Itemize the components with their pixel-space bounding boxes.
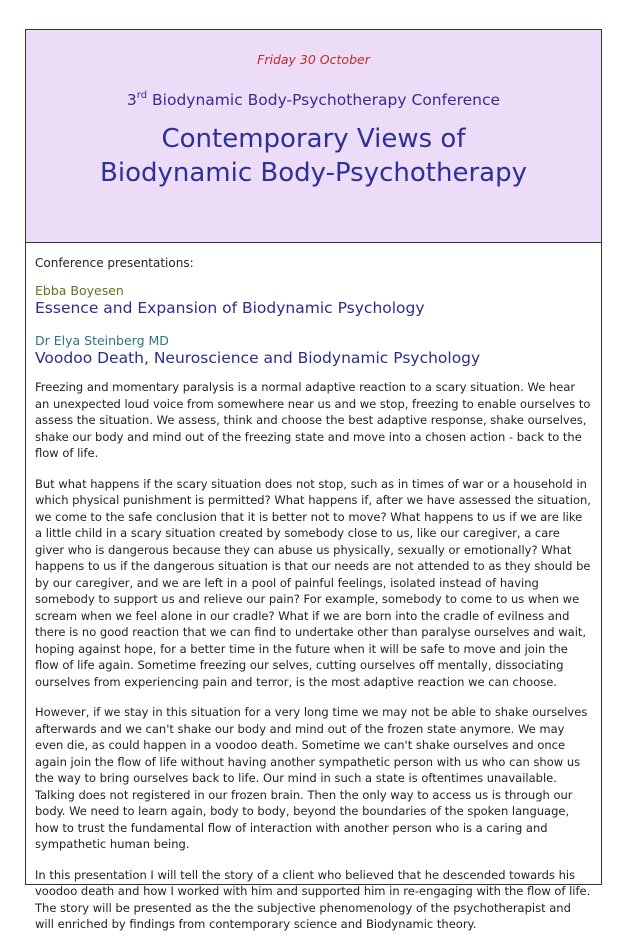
abstract-paragraph: Freezing and momentary paralysis is a normal adaptive reaction to a scary situation. We hear an unexpected loud voice from somewhere near us and we stop, freezing to enable ourselves to assess the situation. We assess, think and choose the best adaptive response, shake ourselves, shake our body and mind out of the freezing state and move into a chosen action - back to the flow of life. xyxy=(35,380,591,460)
conference-name-text: Biodynamic Body-Psychotherapy Conference xyxy=(152,91,501,110)
presentation-title: Voodoo Death, Neuroscience and Biodynamic Psychology xyxy=(35,349,481,367)
content-area xyxy=(35,253,591,944)
conference-name xyxy=(26,91,601,109)
presentation-title: Essence and Expansion of Biodynamic Psychology xyxy=(35,299,425,317)
speaker-name: Ebba Boyesen xyxy=(35,283,124,298)
page-frame xyxy=(25,29,602,931)
conference-header xyxy=(26,30,601,243)
abstract-paragraph: However, if we stay in this situation for a very long time we may not be able to shake ourselves afterwards and we can't shake our body and mind out of the frozen state anymore. We may even die, as could happen in a voodoo death. Sometime we can't shake ourselves and once again join the flow of life without having another sympathetic person with us who can show us the way to bring ourselves back to life. Our mind in such a state is oftentimes unavailable. Talking does not registered in our frozen brain. Then the only way to access us is through our body. We need to learn again, body to body, beyond the boundaries of the spoken language, how to trust the fundamental flow of interaction with another person who is a caring and sympathetic human being. xyxy=(35,705,588,851)
page-title xyxy=(26,122,601,190)
speaker-name: Dr Elya Steinberg MD xyxy=(35,333,169,348)
section-label: Conference presentations: xyxy=(35,256,194,270)
abstract-paragraph: In this presentation I will tell the story of a client who believed that he descended towards his voodoo death and how I worked with him and supported him in re-engaging with the flow of life. The story will be presented as the the subjective phenomenology of the psychotherapist and will enriched by findings from contemporary science and Biodynamic theory. xyxy=(35,867,591,931)
conference-ordinal-number: 3 xyxy=(126,91,137,110)
title-line-1: Contemporary Views of xyxy=(161,124,466,154)
conference-date: Friday 30 October xyxy=(257,52,370,67)
title-line-2: Biodynamic Body-Psychotherapy xyxy=(100,158,527,188)
abstract-paragraph: But what happens if the scary situation does not stop, such as in times of war or a household in which physical punishment is permitted? What happens if, after we have assessed the situation, we come to the safe conclusion that it is better not to move? What happens to us if we are like a little child in a scary situation created by somebody close to us, like our caregiver, a care giver who is dangerous because they can abuse us physically, sexually or emotionally? What happens to us if the dangerous situation is that our needs are not attended to as they should be by our caregiver, and we are left in a pool of painful feelings, isolated instead of having somebody to support us and relieve our pain? For example, somebody to come to us when we scream when we feel alone in our cradle? What if we are born into the cradle of evilness and there is no good reaction that we can find to undertake other than paralyse ourselves and wait, hoping against hope, for a better time in the future when it will be safe to move and join the flow of life again. Sometime freezing our selves, cutting ourselves off mentally, dissociating ourselves from experiencing pain and terror, is the most adaptive reaction we can choose. xyxy=(35,476,591,689)
conference-ordinal-suffix: rd xyxy=(136,90,148,101)
